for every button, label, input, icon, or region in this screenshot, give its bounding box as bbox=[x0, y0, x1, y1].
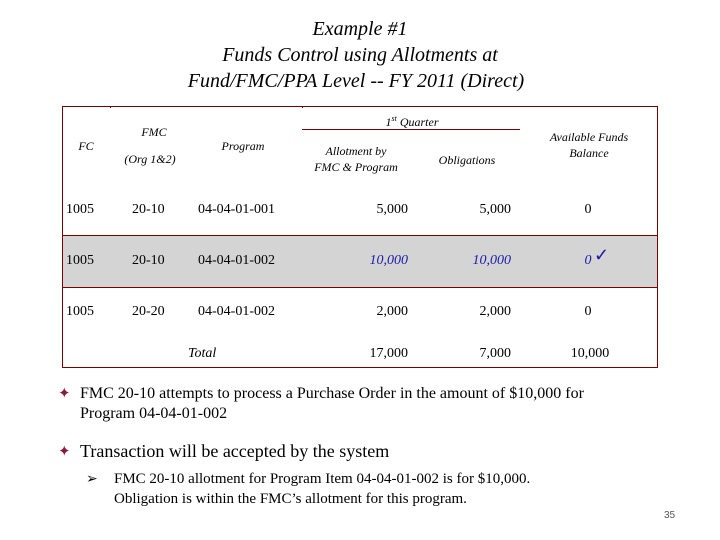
funds-table bbox=[62, 106, 658, 368]
arrow-bullet-icon: ➢ bbox=[86, 472, 98, 487]
total-allotment: 17,000 bbox=[369, 346, 408, 361]
row3-allotment: 2,000 bbox=[376, 304, 408, 319]
total-available: 10,000 bbox=[570, 346, 610, 361]
header-obligations: Obligations bbox=[438, 153, 496, 167]
header-fmc-sub: (Org 1&2) bbox=[124, 152, 176, 166]
row2-available: 0 bbox=[584, 253, 592, 268]
row1-program: 04-04-01-001 bbox=[198, 202, 275, 217]
row3-fmc: 20-20 bbox=[132, 304, 165, 319]
bullet-2: Transaction will be accepted by the system bbox=[80, 441, 390, 461]
bullet-1: FMC 20-10 attempts to process a Purchase Order in the amount of $10,000 for Program 04-04-01-002 bbox=[80, 385, 584, 422]
row3-available: 0 bbox=[584, 304, 592, 319]
page-number: 35 bbox=[664, 510, 676, 521]
title-line-3: Fund/FMC/PPA Level -- FY 2011 (Direct) bbox=[187, 70, 525, 92]
row2-allotment: 10,000 bbox=[369, 253, 408, 268]
bullet-star-icon: ✦ bbox=[58, 444, 71, 460]
row2-obligations: 10,000 bbox=[472, 253, 511, 268]
row1-allotment: 5,000 bbox=[376, 202, 408, 217]
bullet-star-icon: ✦ bbox=[58, 386, 71, 402]
title-line-2: Funds Control using Allotments at bbox=[222, 44, 498, 66]
row2-fmc: 20-10 bbox=[132, 253, 165, 268]
total-obligations: 7,000 bbox=[479, 346, 511, 361]
title-line-1: Example #1 bbox=[312, 18, 408, 40]
header-program: Program bbox=[221, 139, 265, 153]
sub-bullet-1: FMC 20-10 allotment for Program Item 04-04-01-002 is for $10,000. Obligation is within the FMC’s allotment for this program. bbox=[114, 471, 531, 507]
total-label: Total bbox=[188, 346, 217, 361]
row1-available: 0 bbox=[584, 202, 592, 217]
row2-program: 04-04-01-002 bbox=[198, 253, 275, 268]
header-fc: FC bbox=[78, 139, 94, 153]
row3-program: 04-04-01-002 bbox=[198, 304, 275, 319]
row3-fc: 1005 bbox=[66, 304, 94, 319]
header-fmc: FMC bbox=[141, 125, 167, 139]
header-quarter: 1st Quarter bbox=[385, 114, 439, 129]
row2-fc: 1005 bbox=[66, 253, 94, 268]
row3-obligations: 2,000 bbox=[479, 304, 511, 319]
row1-fc: 1005 bbox=[66, 202, 94, 217]
row1-obligations: 5,000 bbox=[479, 202, 511, 217]
row1-fmc: 20-10 bbox=[132, 202, 165, 217]
header-allotment: Allotment by FMC & Program bbox=[314, 144, 398, 174]
header-available: Available Funds Balance bbox=[549, 130, 629, 160]
checkmark-icon: ✓ bbox=[594, 245, 610, 265]
